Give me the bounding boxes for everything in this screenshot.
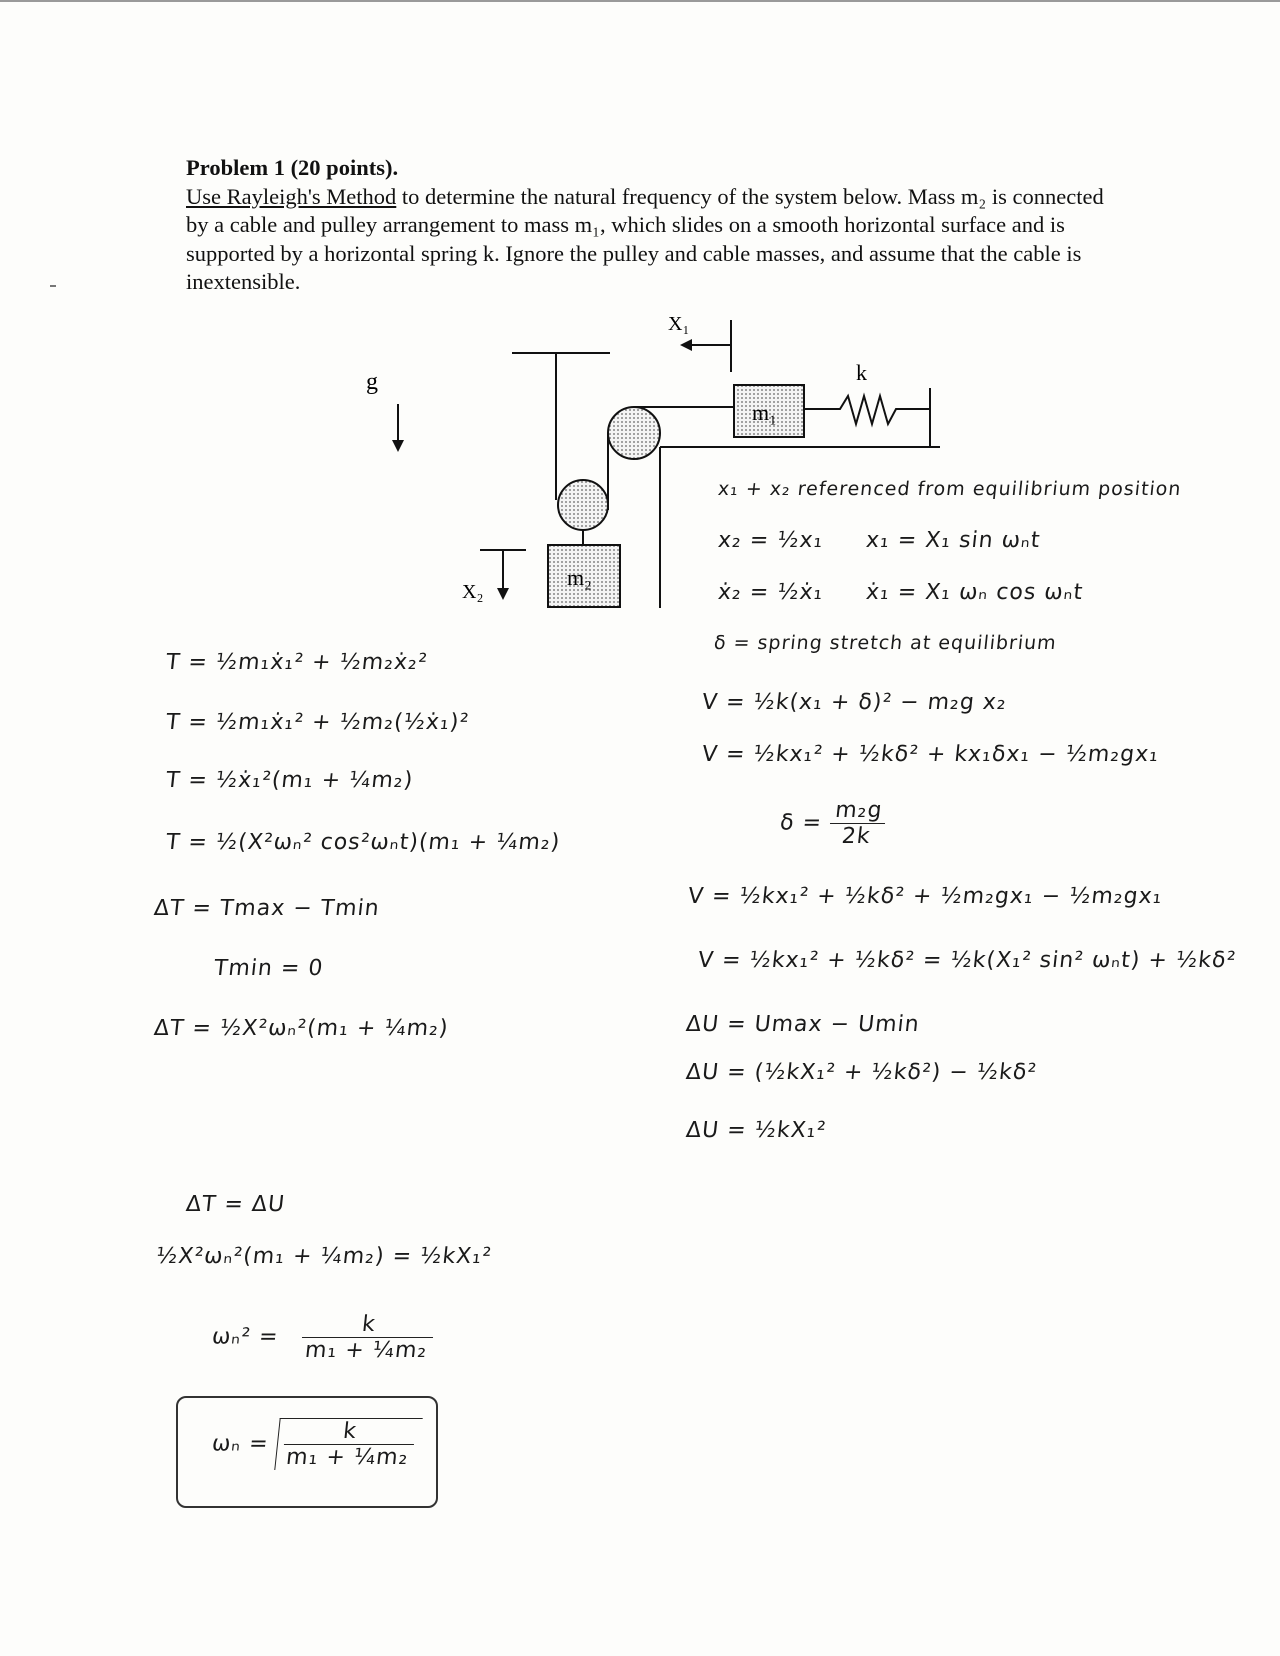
mass-m2-label: m₂: [567, 565, 592, 590]
moving-pulley: [558, 480, 608, 530]
wn-final-numerator: k: [284, 1419, 417, 1445]
wn-squared-numerator: k: [302, 1312, 435, 1338]
fixed-pulley: [608, 407, 660, 459]
gravity-label: g: [366, 369, 378, 395]
wn-squared-denominator: m₁ + ¼m₂: [303, 1338, 429, 1363]
wn-final-lhs: ωₙ =: [210, 1431, 270, 1457]
potential-eq-4: V = ½kx₁² + ½kδ² = ½k(X₁² sin² ωₙt) + ½kδ²: [696, 948, 1238, 973]
energy-balance-expanded: ½X²ωₙ²(m₁ + ¼m₂) = ½kX₁²: [154, 1244, 494, 1269]
gravity-arrow-icon: [392, 440, 404, 452]
note-x1-motion: x₁ = X₁ sin ωₙt: [864, 528, 1042, 553]
spring-label: k: [856, 360, 867, 385]
x1-arrow-icon: [680, 339, 692, 351]
wn-final-fraction: [281, 1419, 417, 1470]
delta-expression: [777, 798, 887, 849]
x2-label: X₂: [462, 581, 484, 603]
potential-eq-2: V = ½kx₁² + ½kδ² + kx₁δx₁ − ½m₂gx₁: [700, 742, 1161, 767]
method-name: Use Rayleigh's Method: [186, 183, 397, 209]
note-x2dot-relation: ẋ₂ = ½ẋ₁: [716, 580, 825, 605]
delta-fraction: [827, 798, 888, 849]
potential-eq-3: V = ½kx₁² + ½kδ² + ½m₂gx₁ − ½m₂gx₁: [686, 884, 1164, 909]
problem-title: Problem 1 (20 points).: [186, 155, 399, 180]
problem-body: to determine the natural frequency of the system below. Mass m₂ is connected by a cable and pulley arrangement to mass m₁, which slides on a smooth horizontal surface and is supported by a horizontal spring k. Ignore the pulley and cable masses, and assume that the cable is inextensible.: [186, 183, 1104, 294]
potential-eq-1: V = ½k(x₁ + δ)² − m₂g x₂: [700, 690, 1009, 715]
kinetic-eq-3: T = ½ẋ₁²(m₁ + ¼m₂): [164, 768, 415, 793]
energy-balance: ΔT = ΔU: [184, 1192, 287, 1217]
pulley-system-diagram: [0, 0, 1280, 640]
note-x1dot-motion: ẋ₁ = X₁ ωₙ cos ωₙt: [864, 580, 1085, 605]
delta-t-eq-1: ΔT = Tmax − Tmin: [152, 896, 381, 921]
spring-k: [804, 396, 930, 424]
note-reference: x₁ + x₂ referenced from equilibrium position: [716, 478, 1183, 500]
kinetic-eq-4: T = ½(X²ωₙ² cos²ωₙt)(m₁ + ¼m₂): [164, 830, 562, 855]
wn-squared-expression: [209, 1312, 435, 1363]
kinetic-eq-1: T = ½m₁ẋ₁² + ½m₂ẋ₂²: [164, 650, 430, 675]
wn-squared-lhs: ωₙ² =: [210, 1324, 280, 1350]
delta-numerator: m₂g: [830, 798, 888, 824]
wn-final-denominator: m₁ + ¼m₂: [284, 1445, 410, 1470]
x2-arrow-icon: [497, 588, 509, 600]
delta-u-eq-2: ΔU = (½kX₁² + ½kδ²) − ½kδ²: [684, 1060, 1039, 1085]
delta-lhs: δ =: [778, 810, 824, 836]
delta-t-eq-2: ΔT = ½X²ωₙ²(m₁ + ¼m₂): [152, 1016, 450, 1041]
delta-denominator: 2k: [840, 824, 872, 849]
x1-label: X₁: [668, 313, 690, 335]
note-x2-relation: x₂ = ½x₁: [716, 528, 825, 553]
delta-u-eq-3: ΔU = ½kX₁²: [684, 1118, 828, 1143]
square-root-sign: [274, 1418, 423, 1470]
wn-final-expression: [209, 1418, 422, 1470]
note-delta-definition: δ = spring stretch at equilibrium: [712, 632, 1058, 654]
mass-m1-label: m₁: [752, 400, 777, 425]
tmin-eq: Tmin = 0: [212, 956, 325, 981]
delta-u-eq-1: ΔU = Umax − Umin: [684, 1012, 921, 1037]
kinetic-eq-2: T = ½m₁ẋ₁² + ½m₂(½ẋ₁)²: [164, 710, 471, 735]
wn-squared-fraction: [300, 1312, 436, 1363]
